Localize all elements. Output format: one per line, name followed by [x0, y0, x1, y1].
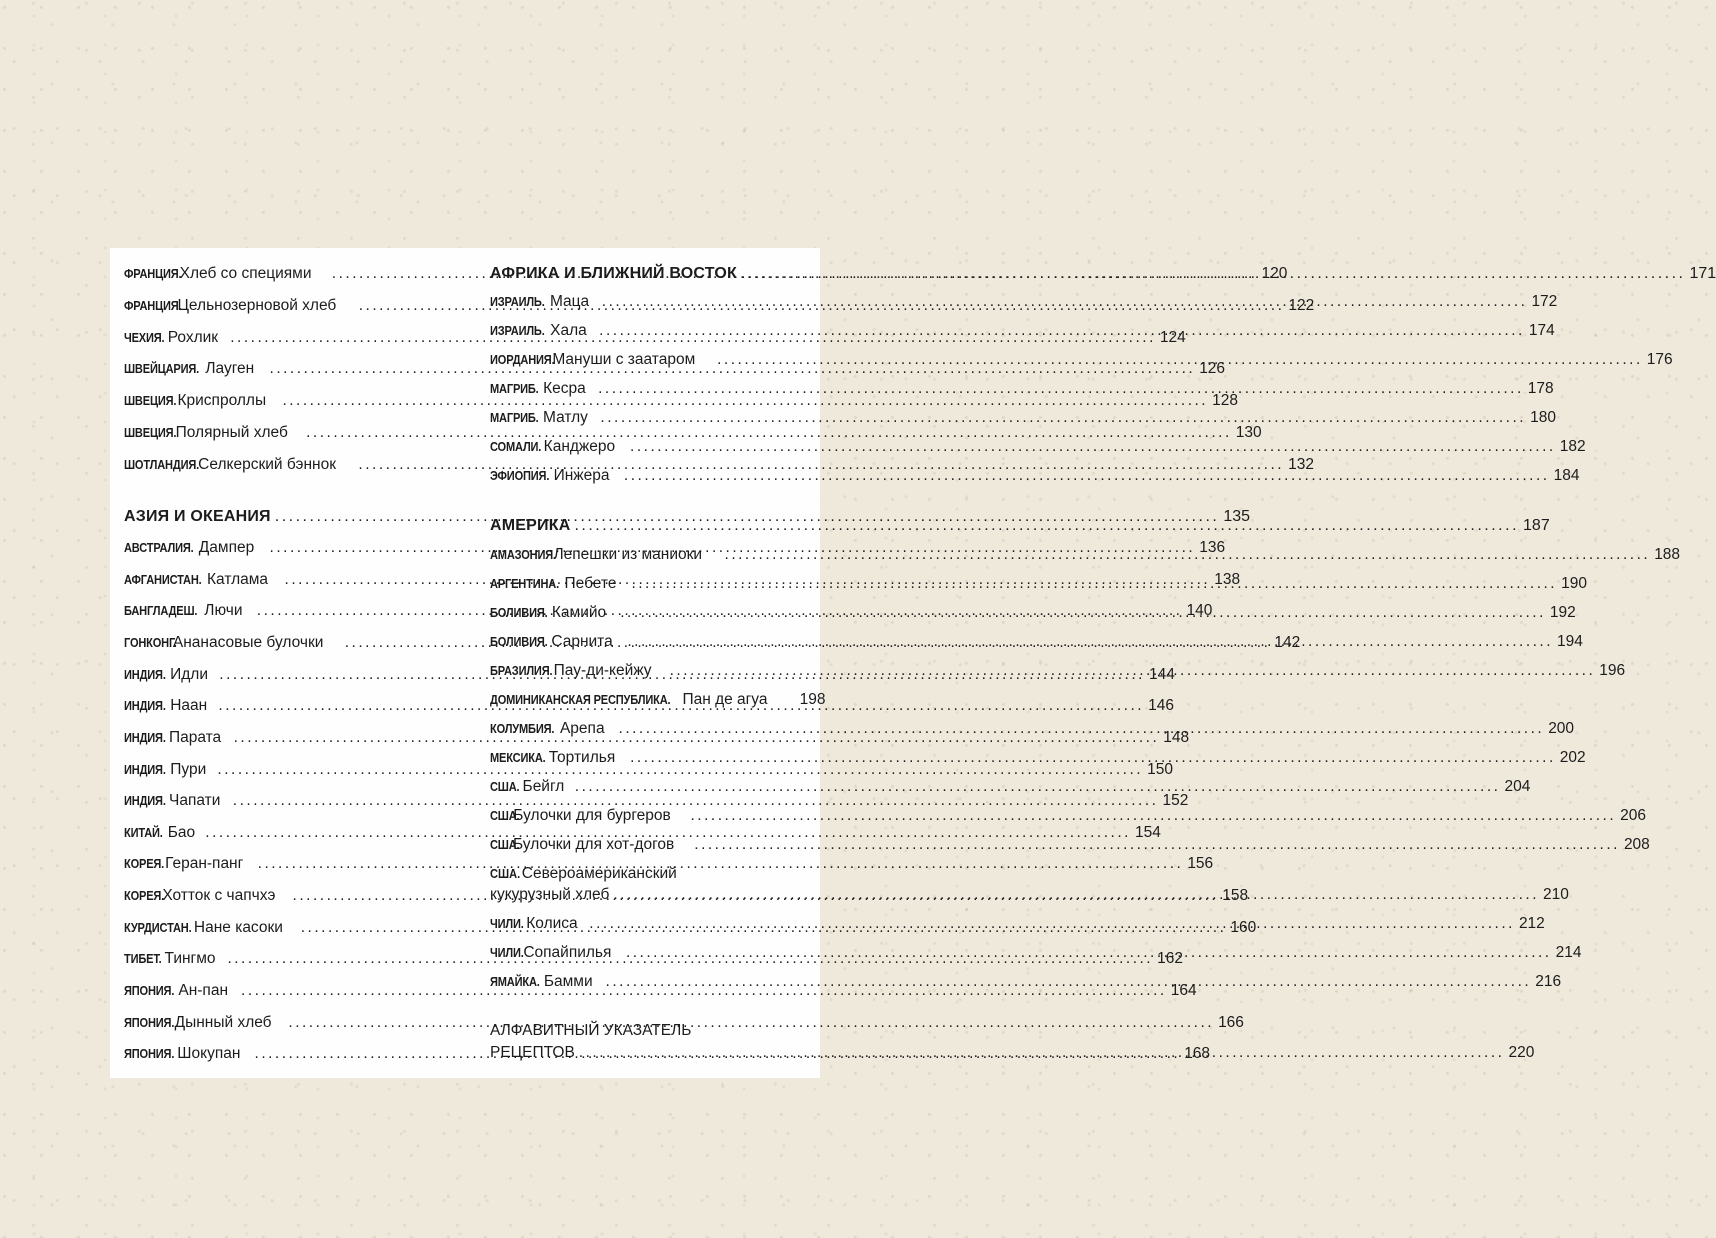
recipe-title: Пан де агуа: [682, 691, 768, 708]
toc-entry[interactable]: [490, 835, 1650, 855]
entry-text: [124, 918, 297, 938]
recipe-title: Бао: [167, 824, 196, 841]
recipe-title: Полярный хлеб: [175, 424, 288, 441]
entry-text: [124, 949, 223, 969]
recipe-title: Рохлик: [167, 329, 219, 346]
page-number: 136: [1199, 539, 1226, 556]
recipe-title: Мануши с заатаром: [552, 351, 696, 368]
entry-text: [490, 748, 626, 768]
page-number: 128: [1212, 392, 1238, 409]
toc-entry[interactable]: [490, 777, 1531, 797]
index-title-line: АЛФАВИТНЫЙ УКАЗАТЕЛЬ: [490, 1022, 692, 1039]
country-name: США.: [490, 866, 521, 881]
entry-text: [124, 696, 214, 716]
country-name: МЕКСИКА.: [490, 750, 546, 765]
country-name: КОРЕЯ.: [124, 856, 165, 871]
page-number: 212: [1518, 915, 1545, 932]
page-number: 200: [1548, 720, 1575, 737]
country-name: БОЛИВИЯ.: [490, 605, 548, 620]
country-name: КОЛУМБИЯ.: [490, 721, 555, 736]
recipe-title: Лепешки из маниоки: [553, 546, 703, 563]
leader-dots: [670, 661, 1596, 681]
page-number: 158: [1222, 887, 1249, 904]
leader-dots: [717, 350, 1643, 370]
recipe-title: Лючи: [204, 602, 243, 619]
page-number: 187: [1523, 517, 1550, 534]
recipe-title: Булочки для хот-догов: [512, 836, 675, 853]
recipe-title: Североамериканский: [521, 865, 677, 882]
page-number: 172: [1531, 293, 1558, 310]
leader-dots: [602, 292, 1528, 312]
entry-text: [124, 570, 281, 590]
recipe-title: Цельнозерновой хлеб: [177, 297, 337, 314]
page-number: 180: [1530, 409, 1556, 426]
leader-dots: [579, 1043, 1505, 1063]
entry-text: [124, 791, 229, 811]
country-name: ЧИЛИ.: [490, 945, 524, 960]
leader-dots: [599, 321, 1525, 341]
country-name: АМАЗОНИЯ.: [490, 547, 556, 562]
page-number: 140: [1186, 602, 1213, 619]
page-number: 164: [1170, 982, 1197, 999]
recipe-title: Дынный хлеб: [174, 1014, 272, 1031]
country-name: ИОРДАНИЯ.: [490, 352, 555, 367]
entry-text: [490, 690, 792, 710]
country-name: США.: [490, 779, 520, 794]
country-name: АФГАНИСТАН.: [124, 572, 202, 587]
country-name: ФРАНЦИЯ.: [124, 266, 182, 281]
recipe-title: Парата: [168, 729, 222, 746]
recipe-title: Ананасовые булочки: [172, 634, 324, 651]
leader-dots: [694, 835, 1620, 855]
entry-text: [490, 603, 616, 623]
index-title-line2: РЕЦЕПТОВ: [490, 1044, 575, 1061]
entry-text: [124, 1013, 284, 1033]
toc-entry[interactable]: [124, 823, 1161, 843]
recipe-title: Инжера: [553, 467, 610, 484]
page-number: 190: [1561, 575, 1587, 592]
toc-entry[interactable]: [124, 455, 1314, 475]
entry-text: [490, 972, 602, 992]
entry-text: [490, 632, 623, 652]
recipe-title: Дампер: [198, 539, 255, 556]
recipe-title: Лауген: [205, 360, 255, 377]
leader-dots: [690, 806, 1616, 826]
page-number: 188: [1654, 546, 1681, 563]
entry-text: [490, 719, 615, 739]
country-name: ФРАНЦИЯ.: [124, 298, 182, 313]
leader-dots: [741, 264, 1686, 284]
toc-entry[interactable]: [490, 748, 1586, 768]
entry-text: [124, 601, 253, 621]
country-name: МАГРИБ.: [490, 410, 539, 425]
recipe-title: Криспроллы: [177, 392, 267, 409]
entry-text: [490, 574, 627, 594]
page-number: 130: [1235, 424, 1262, 441]
recipe-title: Булочки для бургеров: [513, 807, 671, 824]
toc-entry-first-line[interactable]: [490, 864, 798, 884]
country-name: ИНДИЯ.: [124, 667, 166, 682]
entry-text: [124, 760, 213, 780]
leader-dots: [620, 603, 1546, 623]
country-name: ЧИЛИ.: [490, 916, 524, 931]
recipe-title: Кесра: [543, 380, 586, 397]
page-number: 178: [1527, 380, 1554, 397]
page-number: 156: [1187, 855, 1214, 872]
country-name: АРГЕНТИНА.: [490, 576, 559, 591]
recipe-title: Сарнита: [551, 633, 613, 650]
leader-dots: [575, 777, 1501, 797]
entry-text: [124, 423, 302, 443]
recipe-title: Канджеро: [543, 438, 616, 455]
page-number: 208: [1623, 836, 1650, 853]
entry-text: [490, 292, 598, 312]
country-name: США.: [490, 808, 520, 823]
country-name: ШВЕЦИЯ.: [124, 425, 177, 440]
page-number: 196: [1599, 662, 1626, 679]
country-name: ШОТЛАНДИЯ.: [124, 457, 200, 472]
page-number: 138: [1214, 571, 1241, 588]
page-number: 182: [1559, 438, 1586, 455]
recipe-title: Пебете: [564, 575, 617, 592]
recipe-title: Катлама: [207, 571, 269, 588]
page-number: 124: [1159, 329, 1186, 346]
leader-dots: [598, 379, 1524, 399]
country-name: ДОМИНИКАНСКАЯ РЕСПУБЛИКА.: [490, 692, 671, 707]
page-number: 144: [1148, 666, 1175, 683]
country-name: БАНГЛАДЕШ.: [124, 603, 198, 618]
toc-entry[interactable]: [124, 791, 1189, 811]
recipe-title: Нане касоки: [193, 919, 283, 936]
leader-dots: [606, 972, 1532, 992]
recipe-title: Арепа: [559, 720, 605, 737]
entry-text: [124, 296, 355, 316]
country-name: БОЛИВИЯ.: [490, 634, 548, 649]
recipe-title-line2: кукурузный хлеб: [490, 886, 610, 903]
recipe-title: Шокупан: [177, 1045, 241, 1062]
entry-text: [490, 321, 595, 341]
entry-text: [124, 359, 266, 379]
toc-entry[interactable]: [124, 423, 1262, 443]
entry-text: [124, 854, 254, 874]
entry-text: [124, 264, 328, 284]
entry-text: [124, 823, 201, 843]
recipe-title: Пури: [170, 761, 207, 778]
recipe-title: Геран-панг: [165, 855, 244, 872]
country-name: ИНДИЯ.: [124, 698, 166, 713]
toc-entry[interactable]: [490, 806, 1647, 826]
page-number: 135: [1223, 508, 1251, 525]
leader-dots: [627, 632, 1553, 652]
recipe-title: Маца: [549, 293, 590, 310]
entry-text: [124, 633, 341, 653]
page-number: 162: [1157, 950, 1183, 967]
leader-dots: [574, 516, 1519, 536]
country-name: БРАЗИЛИЯ.: [490, 663, 553, 678]
toc-entry[interactable]: [490, 379, 1554, 399]
country-name: ШВЕЦИЯ.: [124, 393, 177, 408]
entry-text: [490, 835, 690, 855]
entry-text: [490, 437, 626, 457]
section-title: АЗИЯ И ОКЕАНИЯ: [124, 508, 271, 525]
page-number: 194: [1557, 633, 1583, 650]
country-name: ТИБЕТ.: [124, 951, 162, 966]
page-number: 152: [1162, 792, 1189, 809]
recipe-title: Пау-ди-кейжу: [553, 662, 652, 679]
page-number: 220: [1508, 1044, 1535, 1061]
entry-text: [490, 545, 721, 565]
country-name: США.: [490, 837, 520, 852]
page-number: 126: [1199, 360, 1226, 377]
toc-entry[interactable]: [490, 437, 1586, 457]
page-number: 198: [799, 691, 826, 708]
entry-text: [490, 408, 596, 428]
entry-text: [124, 728, 230, 748]
leader-dots: [600, 408, 1526, 428]
toc-entry[interactable]: [490, 408, 1556, 428]
page-number: 206: [1620, 807, 1647, 824]
page-number: 174: [1528, 322, 1555, 339]
entry-text: [124, 981, 237, 1001]
leader-dots: [630, 437, 1556, 457]
page-number: 146: [1148, 697, 1174, 714]
recipe-title: Хотток с чапчхэ: [162, 887, 276, 904]
entry-text: [490, 943, 622, 963]
page-number: 210: [1543, 886, 1569, 903]
page-number: 184: [1553, 467, 1580, 484]
leader-dots: [589, 914, 1515, 934]
page-number: 168: [1184, 1045, 1211, 1062]
country-name: ИНДИЯ.: [124, 762, 166, 777]
page-number: 216: [1535, 973, 1562, 990]
country-name: ЧЕХИЯ.: [124, 330, 165, 345]
toc-entry[interactable]: [124, 391, 1238, 411]
page-number: 132: [1288, 456, 1314, 473]
recipe-title: Сопайпилья: [523, 944, 612, 961]
entry-text: [490, 777, 571, 797]
toc-entry[interactable]: [490, 690, 826, 710]
country-name: ИНДИЯ.: [124, 730, 166, 745]
page-number: 154: [1134, 824, 1161, 841]
country-name: ИЗРАИЛЬ.: [490, 294, 545, 309]
entry-text: [124, 391, 278, 411]
country-name: КОРЕЯ.: [124, 888, 165, 903]
toc-entry[interactable]: [490, 466, 1580, 486]
leader-dots: [624, 466, 1550, 486]
page-number: 214: [1555, 944, 1582, 961]
page-number: 120: [1261, 265, 1288, 282]
entry-text: [124, 538, 266, 558]
country-name: КИТАЙ.: [124, 825, 163, 840]
entry-text: [124, 1044, 251, 1064]
leader-dots: [619, 719, 1545, 739]
leader-dots: [631, 574, 1557, 594]
recipe-title: Матлу: [542, 409, 588, 426]
country-name: ИНДИЯ.: [124, 793, 166, 808]
country-name: СОМАЛИ.: [490, 439, 542, 454]
entry-text: [124, 455, 354, 475]
recipe-title: Селкерский бэннок: [198, 456, 336, 473]
recipe-title: Ан-пан: [178, 982, 229, 999]
recipe-title: Наан: [170, 697, 208, 714]
page-number: 142: [1274, 634, 1301, 651]
country-name: ЭФИОПИЯ.: [490, 468, 550, 483]
recipe-title: Бейгл: [522, 778, 565, 795]
page-number: 176: [1646, 351, 1673, 368]
country-name: ЯМАЙКА.: [490, 974, 540, 989]
page-number: 122: [1288, 297, 1315, 314]
leader-dots: [630, 748, 1556, 768]
section-title: АФРИКА И БЛИЖНИЙ ВОСТОК: [490, 265, 737, 282]
recipe-title: Хлеб со специями: [179, 265, 312, 282]
country-name: ЯПОНИЯ.: [124, 1015, 175, 1030]
recipe-title: Хала: [550, 322, 587, 339]
recipe-title: Чапати: [169, 792, 221, 809]
recipe-title: Бамми: [543, 973, 593, 990]
recipe-title: Тингмо: [164, 950, 216, 967]
table-of-contents: [110, 248, 1716, 1078]
entry-text: [124, 665, 215, 685]
page-number: 192: [1549, 604, 1576, 621]
entry-text: [124, 886, 289, 906]
country-name: ЯПОНИЯ.: [124, 983, 175, 998]
entry-text: [490, 350, 713, 370]
country-name: ШВЕЙЦАРИЯ.: [124, 361, 200, 376]
page-number: 202: [1559, 749, 1586, 766]
page-number: 204: [1504, 778, 1531, 795]
recipe-title: Тортилья: [548, 749, 616, 766]
page-number: 160: [1230, 919, 1257, 936]
page-number: 150: [1147, 761, 1173, 778]
leader-dots: [613, 885, 1539, 905]
page-number: 171: [1689, 265, 1716, 282]
section-title: АМЕРИКА: [490, 517, 571, 534]
country-name: ЯПОНИЯ.: [124, 1046, 175, 1061]
leader-dots: [626, 943, 1552, 963]
country-name: КУРДИСТАН.: [124, 920, 192, 935]
entry-text: [490, 466, 620, 486]
recipe-title: Идли: [170, 666, 208, 683]
entry-text: [490, 379, 594, 399]
country-name: МАГРИБ.: [490, 381, 539, 396]
country-name: АВСТРАЛИЯ.: [124, 540, 194, 555]
recipe-title: Камийо: [551, 604, 607, 621]
leader-dots: [725, 545, 1651, 565]
recipe-title: Колиса: [526, 915, 578, 932]
entry-text: [490, 661, 666, 681]
page-number: 148: [1163, 729, 1190, 746]
entry-text: [124, 328, 226, 348]
entry-text: [490, 806, 686, 826]
country-name: ГОНКОНГ.: [124, 635, 177, 650]
page-number: 166: [1218, 1014, 1244, 1031]
entry-text: [490, 914, 585, 934]
country-name: ИЗРАИЛЬ.: [490, 323, 545, 338]
toc-entry[interactable]: [124, 760, 1173, 780]
